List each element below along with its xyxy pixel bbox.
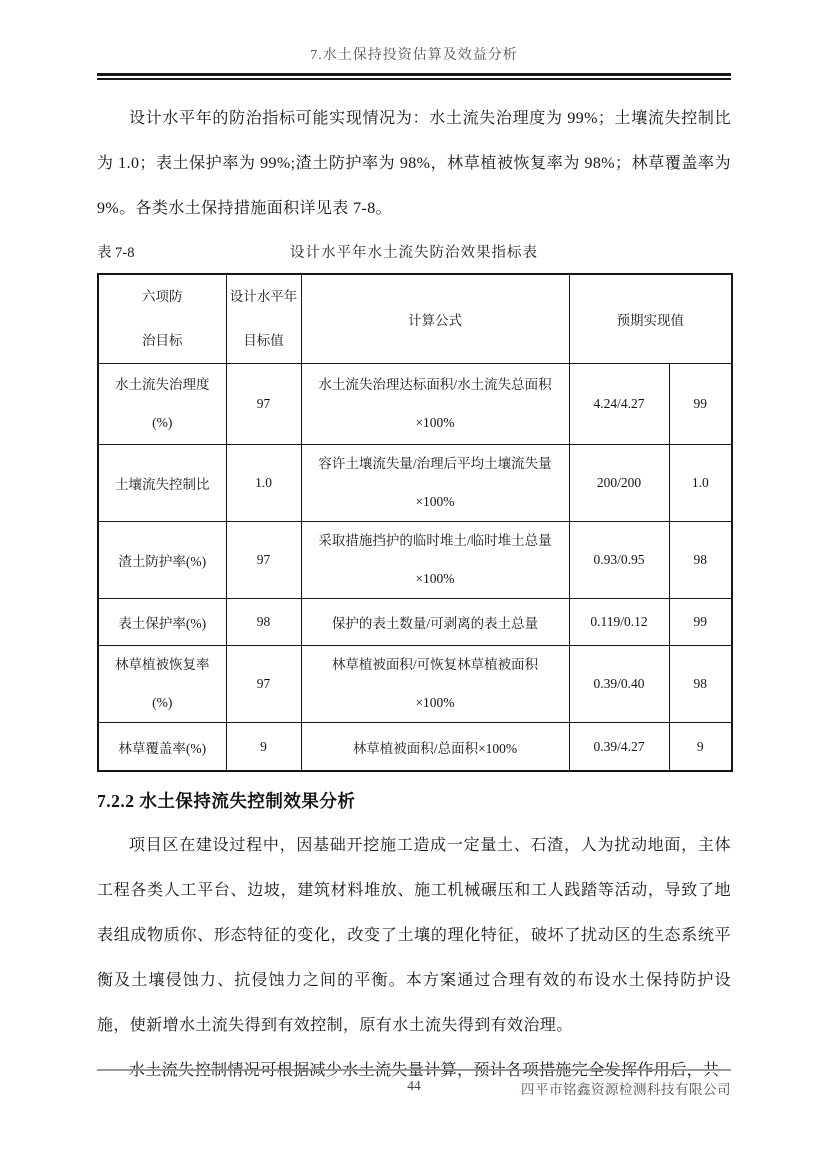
table-row bbox=[98, 723, 732, 772]
formula-line2: ×100% bbox=[415, 494, 455, 509]
target-line1: 林草植被恢复率 bbox=[115, 657, 210, 672]
cell-goal: 97 bbox=[226, 364, 301, 445]
formula-line1: 林草植被面积/可恢复林草植被面积 bbox=[331, 657, 539, 672]
cell-percent: 99 bbox=[669, 599, 732, 646]
cell-value: 0.119/0.12 bbox=[569, 599, 669, 646]
table-row bbox=[98, 646, 732, 723]
header-goal-line2: 目标值 bbox=[243, 333, 284, 348]
company-name: 四平市铭鑫资源检测科技有限公司 bbox=[521, 1082, 731, 1097]
table-row bbox=[98, 522, 732, 599]
header-title: 7.水土保持投资估算及效益分析 bbox=[310, 48, 518, 63]
footer-row bbox=[97, 1078, 731, 1096]
cell-goal: 97 bbox=[226, 522, 301, 599]
cell-formula bbox=[301, 364, 569, 445]
page-number: 44 bbox=[407, 1078, 421, 1093]
header-cell-expected: 预期实现值 bbox=[569, 274, 732, 364]
header-cell-formula: 计算公式 bbox=[301, 274, 569, 364]
table-row bbox=[98, 599, 732, 646]
cell-formula bbox=[301, 522, 569, 599]
table-caption bbox=[97, 241, 731, 265]
cell-formula bbox=[301, 646, 569, 723]
cell-percent: 98 bbox=[669, 646, 732, 723]
cell-target: 渣土防护率(%) bbox=[98, 522, 226, 599]
cell-value: 0.93/0.95 bbox=[569, 522, 669, 599]
indicators-table bbox=[97, 273, 733, 772]
header-target-line1: 六项防 bbox=[142, 289, 183, 304]
cell-percent: 99 bbox=[669, 364, 732, 445]
target-line2: (%) bbox=[152, 695, 173, 710]
cell-value: 4.24/4.27 bbox=[569, 364, 669, 445]
cell-percent: 9 bbox=[669, 723, 732, 772]
table-row bbox=[98, 445, 732, 522]
cell-value: 200/200 bbox=[569, 445, 669, 522]
table-label: 表 7-8 bbox=[97, 245, 135, 261]
cell-formula bbox=[301, 445, 569, 522]
target-line2: (%) bbox=[152, 415, 173, 430]
section-heading: 7.2.2 水土保持流失控制效果分析 bbox=[97, 791, 356, 811]
cell-goal: 98 bbox=[226, 599, 301, 646]
cell-formula: 林草植被面积/总面积×100% bbox=[301, 723, 569, 772]
table-row bbox=[98, 364, 732, 445]
cell-percent: 1.0 bbox=[669, 445, 732, 522]
header-target-line2: 治目标 bbox=[142, 333, 183, 348]
cell-formula: 保护的表土数量/可剥离的表土总量 bbox=[301, 599, 569, 646]
cell-target bbox=[98, 364, 226, 445]
cell-value: 0.39/0.40 bbox=[569, 646, 669, 723]
cell-goal: 9 bbox=[226, 723, 301, 772]
table-title: 设计水平年水土流失防治效果指标表 bbox=[290, 245, 538, 261]
header-cell-goal bbox=[226, 274, 301, 364]
cell-target bbox=[98, 646, 226, 723]
header-divider bbox=[97, 73, 731, 80]
cell-value: 0.39/4.27 bbox=[569, 723, 669, 772]
page-content bbox=[97, 0, 731, 1093]
body-paragraph-1: 项目区在建设过程中，因基础开挖施工造成一定量土、石渣，人为扰动地面，主体工程各类人工平台、边坡，建筑材料堆放、施工机械碾压和工人践踏等活动，导致了地表组成物质你、形态特征的变化，改变了土壤的理化特征，破坏了扰动区的生态系统平衡及土壤侵蚀力、抗侵蚀力之间的平衡。本方案通过合理有效的布设水土保持防护设施，使新增水土流失得到有效控制，原有水土流失得到有效治理。 bbox=[97, 837, 731, 1034]
formula-line1: 容许土壤流失量/治理后平均土壤流失量 bbox=[318, 456, 552, 471]
cell-target: 林草覆盖率(%) bbox=[98, 723, 226, 772]
formula-line2: ×100% bbox=[415, 695, 455, 710]
cell-target: 土壤流失控制比 bbox=[98, 445, 226, 522]
header-cell-target bbox=[98, 274, 226, 364]
formula-line1: 采取措施挡护的临时堆土/临时堆土总量 bbox=[318, 533, 552, 548]
cell-target: 表土保护率(%) bbox=[98, 599, 226, 646]
formula-line2: ×100% bbox=[415, 415, 455, 430]
formula-line1: 水土流失治理达标面积/水土流失总面积 bbox=[318, 377, 552, 392]
table-header-row bbox=[98, 274, 732, 364]
cell-goal: 97 bbox=[226, 646, 301, 723]
body-paragraph-2: 水土流失控制情况可根据减少水土流失量计算，预计各项措施完全发挥作用后，共 bbox=[129, 1062, 720, 1079]
header-goal-line1: 设计水平年 bbox=[229, 289, 298, 304]
formula-line2: ×100% bbox=[415, 571, 455, 586]
footer-divider bbox=[97, 1069, 731, 1071]
cell-percent: 98 bbox=[669, 522, 732, 599]
intro-paragraph: 设计水平年的防治指标可能实现情况为：水土流失治理度为 99%；土壤流失控制比为 1.0；表土保护率为 99%;渣土防护率为 98%，林草植被恢复率为 98%；林草覆盖率为 9%。各类水土保持措施面积详见表 7-8。 bbox=[97, 110, 731, 217]
cell-goal: 1.0 bbox=[226, 445, 301, 522]
page-footer bbox=[97, 1069, 731, 1096]
target-line1: 水土流失治理度 bbox=[115, 377, 210, 392]
